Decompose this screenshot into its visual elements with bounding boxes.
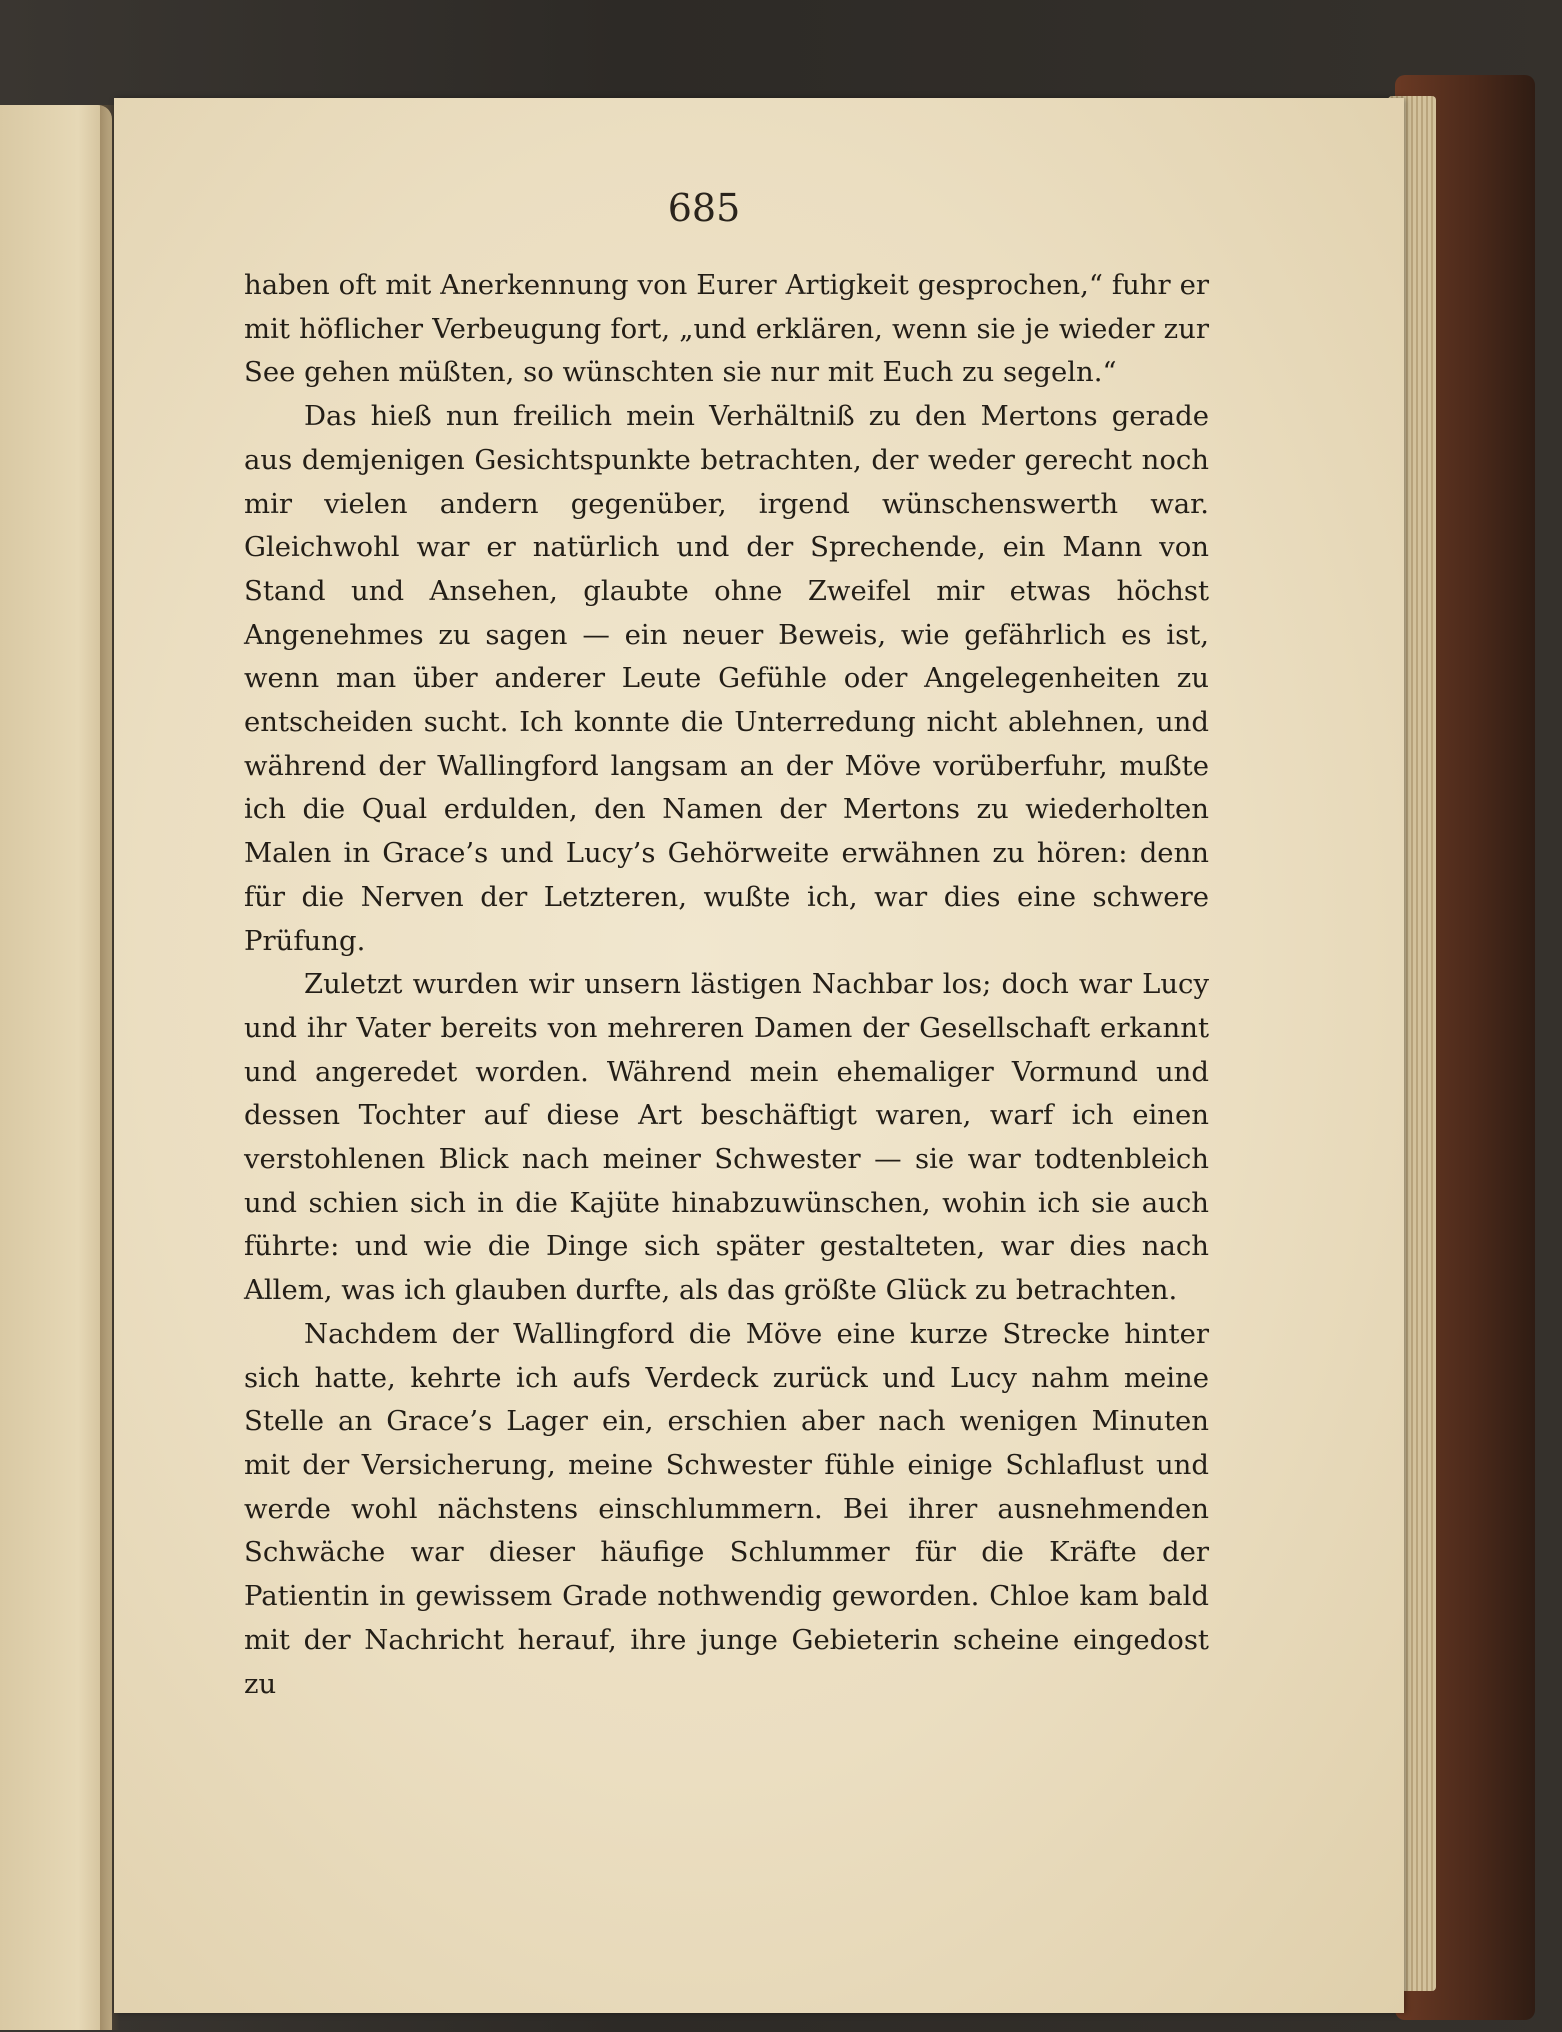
paragraph: Das hieß nun freilich mein Verhältniß zu den Mertons gerade aus demjenigen Gesichtspunkte betrachten, der weder gerecht noch mir vielen andern gegenüber, irgend wünschenswerth war. Gleichwohl war er natürlich und der Sprechende, ein Mann von Stand und Ansehen, glaubte ohne Zweifel mir etwas höchst Angenehmes zu sagen — ein neuer Beweis, wie gefährlich es ist, wenn man über anderer Leute Gefühle oder Angelegenheiten zu entscheiden sucht. Ich konnte die Unterredung nicht ablehnen, und während der Wallingford langsam an der Möve vorüberfuhr, mußte ich die Qual erdulden, den Namen der Mertons zu wiederholten Malen in Grace’s und Lucy’s Gehörweite erwähnen zu hören: denn für die Nerven der Letzteren, wußte ich, war dies eine schwere Prüfung. [244, 400, 1209, 957]
book-page [114, 98, 1404, 2013]
page-number: 685 [667, 186, 741, 230]
previous-page-edge [0, 105, 112, 2030]
paragraph-continued: haben oft mit Anerkennung von Eurer Artigkeit gesprochen,“ fuhr er mit höflicher Verbeugung fort, „und erklären, wenn sie je wieder zur See gehen müßten, so wünschten sie nur mit Euch zu segeln.“ [244, 269, 1209, 389]
body-text [244, 264, 1209, 1706]
paragraph: Zuletzt wurden wir unsern lästigen Nachbar los; doch war Lucy und ihr Vater bereits von mehreren Damen der Gesellschaft erkannt und angeredet worden. Während mein ehemaliger Vormund und dessen Tochter auf diese Art beschäftigt waren, warf ich einen verstohlenen Blick nach meiner Schwester — sie war todtenbleich und schien sich in die Kajüte hinabzuwünschen, wohin ich sie auch führte: und wie die Dinge sich später gestalteten, war dies nach Allem, was ich glauben durfte, als das größte Glück zu betrachten. [244, 968, 1209, 1307]
paragraph: Nachdem der Wallingford die Möve eine kurze Strecke hinter sich hatte, kehrte ich aufs Verdeck zurück und Lucy nahm meine Stelle an Grace’s Lager ein, erschien aber nach wenigen Minuten mit der Versicherung, meine Schwester fühle einige Schlaflust und werde wohl nächstens einschlummern. Bei ihrer ausnehmenden Schwäche war dieser häufige Schlummer für die Kräfte der Patientin in gewissem Grade nothwendig geworden. Chloe kam bald mit der Nachricht herauf, ihre junge Gebieterin scheine eingedost zu [244, 1317, 1209, 1700]
